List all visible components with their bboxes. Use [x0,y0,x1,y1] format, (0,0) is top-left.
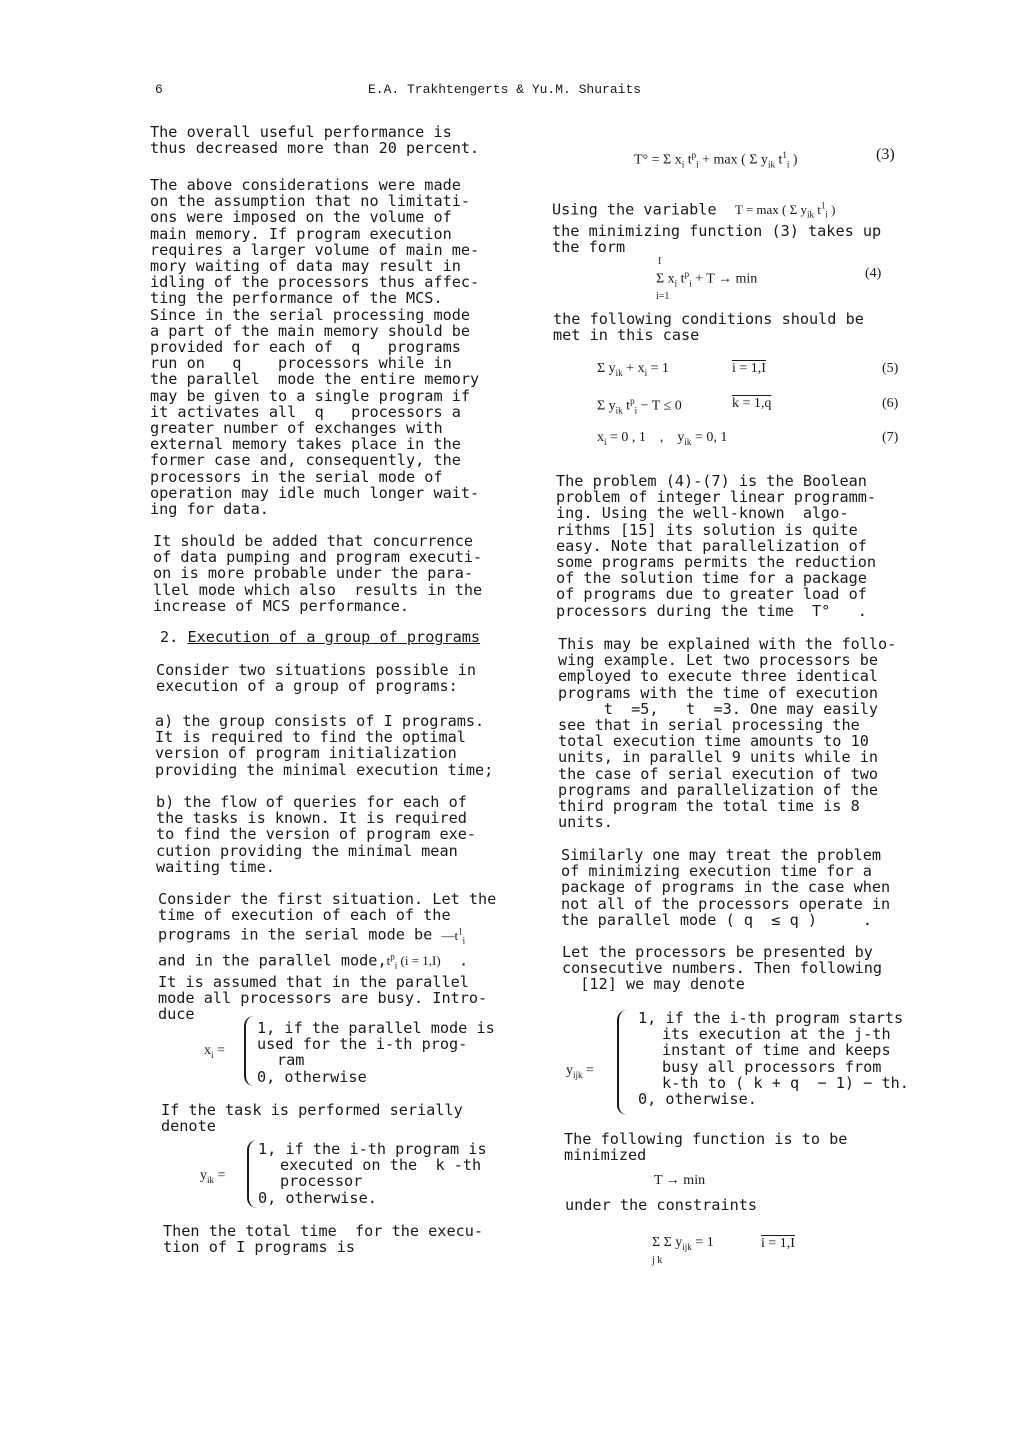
text-line: not all of the processors operate in [561,894,891,913]
text-line: Then the total time for the execu- [163,1222,484,1240]
text-line: external memory takes place in the [150,435,461,454]
left-paragraph-2 [150,177,479,517]
text-line: the parallel mode the entire memory [150,370,480,389]
text-line: If the task is performed serially [161,1101,463,1119]
yijk-definition-cases: 1, if the i-th program starts its execution at the j-th instant of time and keeps busy all processors from k-th to ( k + q − 1) − th. 0, otherwise. [638,1009,909,1109]
text-line: met in this case [553,326,700,345]
section-heading [160,629,480,645]
text-line: programs and parallelization of the [558,780,879,799]
text-line: [12] we may denote [562,975,745,994]
text-line: of minimizing execution time for a [561,862,872,881]
text-line: of the solution time for a package [556,569,867,588]
text-line: greater number of exchanges with [150,419,443,438]
text-line: increase of MCS performance. [153,596,410,615]
text-line: provided for each of q programs [150,338,461,357]
text-line: a part of the main memory should be [150,321,471,340]
text-line: the minimizing function (3) takes up [552,222,882,241]
text-line: Using the variable T = max ( Σ $y_{ik}$ $t^1_i$ ) [552,200,836,220]
equation-number: (4) [865,266,882,281]
text-line: b) the flow of queries for each of [156,793,467,811]
text-line: thus decreased more than 20 percent. [150,139,480,158]
text-line: execution of a group of programs: [156,677,458,696]
running-header: E.A. Trakhtengerts & Yu.M. Shuraits [368,82,642,97]
text-line: rithms [15] its solution is quite [556,520,858,539]
text-line: third program the total time is 8 [558,797,860,816]
text-line: run on q processors while in [150,354,452,373]
x-definition-lhs: $x_i$ = [204,1043,225,1060]
text-line: under the constraints [565,1196,758,1214]
text-line: units. [558,813,613,832]
y-definition-cases: 1, if the i-th program is executed on the k -th processor 0, otherwise. [258,1140,487,1207]
text-line: This may be explained with the follo- [558,635,897,653]
text-line: programs in the serial mode be $—t^1_i$ [158,925,466,946]
text-line: consecutive numbers. Then following [562,959,883,978]
text-line: waiting time. [156,857,275,876]
text-line: The overall useful performance is [150,123,452,141]
text-line: The above considerations were made [150,176,461,194]
text-line: to find the version of program exe- [156,825,477,844]
text-line: units, in parallel 9 units while in [558,748,879,767]
text-line: former case and, consequently, the [150,451,461,470]
right-paragraph-6 [562,944,882,993]
text-line: on is more probable under the para- [153,564,474,583]
text-line: ing. Using the well-known algo- [556,504,849,523]
page-number: 6 [155,82,163,97]
text-line: may be given to a single program if [150,386,471,405]
text-line: The following function is to be [564,1130,848,1148]
text-line: processors in the serial mode of [150,467,443,486]
equation-6-range: k = 1,q [732,396,772,411]
text-line: see that in serial processing the [558,716,860,735]
equation-3: T° = Σ $x_i$ $t^p_i + \max$ ( Σ $y_{ik}$ $t^1_i$ ) [634,150,798,170]
section-number: 2. [160,628,179,646]
right-paragraph-2 [553,311,864,343]
text-line: main memory. If program execution [150,224,452,243]
left-paragraph-3 [153,533,482,614]
text-line: Let the processors be presented by [562,943,873,961]
text-line: it activates all q processors a [150,402,461,421]
text-line: minimized [564,1146,647,1165]
text-line: the following conditions should be [553,310,864,328]
equation-6: Σ $y_{ik}$ $t^p_i - T \le 0$ [597,396,682,416]
yijk-definition-lhs: $y_{ijk}$ = [566,1063,594,1080]
text-line: It is assumed that in the parallel [158,972,469,991]
text-line: requires a larger volume of main me- [150,240,480,259]
text-line: a) the group consists of I programs. [155,712,485,730]
text-line: the form [552,238,626,257]
text-line: ting the performance of the MCS. [150,289,443,308]
left-brace [244,1016,256,1086]
left-column [150,124,479,156]
equation-5: Σ $y_{ik} + x_i = 1$ [597,361,669,378]
text-line: tion of I programs is [163,1238,356,1257]
text-line: Similarly one may treat the problem [561,846,882,864]
equation-4: I Σ $x_i$ $t^p_i + T \to \min$ i=1 [656,256,758,303]
text-line: of programs due to greater load of [556,585,867,604]
text-line: processors during the time T° . [556,601,867,620]
left-paragraph-5 [155,713,493,778]
text-line: some programs permits the reduction [556,553,877,572]
text-line: operation may idle much longer wait- [150,483,480,502]
text-line: programs with the time of execution [558,683,879,702]
text-line: It is required to find the optimal [155,728,466,747]
text-line: total execution time amounts to 10 [558,732,869,751]
equation-number: (6) [882,396,899,411]
text-line: version of program initialization [155,744,457,763]
right-paragraph-4 [558,636,896,830]
section-title: Execution of a group of programs [187,628,481,646]
equation-number: (5) [882,361,899,376]
text-line: idling of the processors thus affec- [150,273,480,292]
text-line: denote [161,1117,216,1136]
text-line: wing example. Let two processors be [558,651,879,670]
left-paragraph-6 [156,794,476,875]
objective-min: T → min [654,1173,706,1188]
right-paragraph-5 [561,847,890,928]
text-line: easy. Note that parallelization of [556,536,867,555]
text-line: and in the parallel $mode,t^p_i$ (i = 1,I) . [158,950,469,971]
text-line: package of programs in the case when [561,878,891,897]
text-line: Since in the serial processing mode [150,305,471,324]
left-paragraph-9 [163,1223,483,1255]
right-paragraph-1 [552,198,881,256]
left-paragraph-4 [156,662,476,694]
text-line: problem of integer linear programm- [556,488,877,507]
text-line: on the assumption that no limitati- [150,192,471,211]
right-paragraph-8 [565,1197,757,1213]
text-line: the case of serial execution of two [558,764,879,783]
right-paragraph-3 [556,473,876,619]
constraint-range: i = 1,I [761,1236,795,1251]
text-line: the tasks is known. It is required [156,809,467,828]
equation-number: (3) [876,146,895,163]
text-line: the parallel mode ( q ≤ q ) . [561,910,872,929]
equation-7: $x_i = 0$ , 1 , $y_{ik} = 0$, 1 [597,430,728,447]
constraint-equation: Σ Σ $y_{ijk} = 1$ j k [652,1235,714,1266]
text-line: The problem (4)-(7) is the Boolean [556,472,867,490]
equation-number: (7) [882,430,899,445]
text-line: time of execution of each of the [158,906,451,925]
text-line: duce [158,1005,195,1024]
text-line: t =5, t =3. One may easily [558,699,879,718]
left-paragraph-8 [161,1102,463,1134]
text-line: employed to execute three identical [558,667,879,686]
text-line: It should be added that concurrence [153,532,474,550]
text-line: of data pumping and program executi- [153,548,483,567]
text-line: providing the minimal execution time; [155,760,494,779]
text-line: Consider two situations possible in [156,661,477,679]
y-definition-lhs: $y_{ik}$ = [200,1168,226,1185]
x-definition-cases: 1, if the parallel mode is used for the i-th prog- ram 0, otherwise [257,1019,495,1086]
text-line: mory waiting of data may result in [150,257,461,276]
text-line: cution providing the minimal mean [156,841,458,860]
text-line: mode all processors are busy. Intro- [158,988,488,1007]
right-paragraph-7 [564,1131,847,1163]
text-line: Consider the first situation. Let the [158,890,497,908]
left-brace [617,1010,629,1115]
text-line: ons were imposed on the volume of [150,208,452,227]
text-line: llel mode which also results in the [153,580,483,599]
paragraph [150,124,479,156]
left-paragraph-7 [158,891,496,1022]
text-line: ing for data. [150,500,269,519]
equation-5-range: i = 1,I [732,361,766,376]
